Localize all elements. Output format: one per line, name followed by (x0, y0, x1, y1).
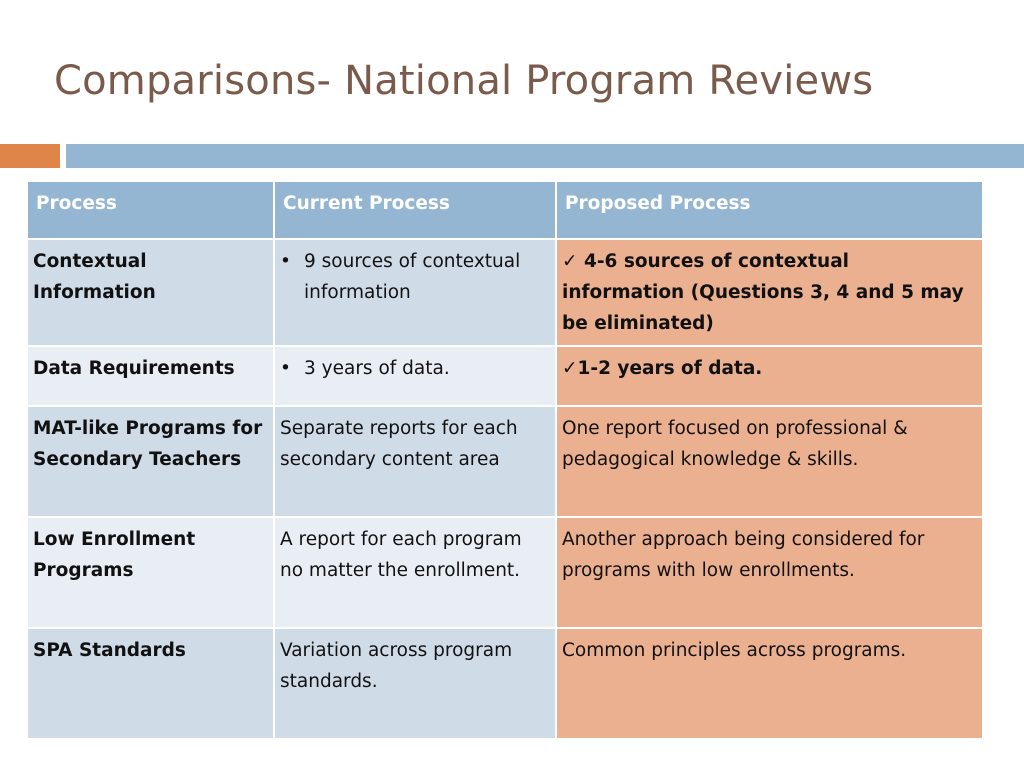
accent-bar-blue (66, 144, 1024, 168)
cell-proposed: One report focused on professional & pedagogical knowledge & skills. (556, 406, 983, 517)
header-current-process: Current Process (274, 181, 556, 239)
bullet-icon: • (280, 251, 291, 272)
cell-current-text: 9 sources of contextual information (304, 251, 521, 303)
cell-proposed (556, 239, 983, 346)
cell-current: Variation across program standards. (274, 628, 556, 739)
checkmark-icon: ✓ (562, 251, 578, 272)
checkmark-icon: ✓ (562, 358, 578, 379)
table-row (27, 517, 983, 628)
cell-process: Contextual Information (27, 239, 274, 346)
cell-process: MAT-like Programs for Secondary Teachers (27, 406, 274, 517)
cell-current (274, 239, 556, 346)
cell-process: SPA Standards (27, 628, 274, 739)
cell-current-text: 3 years of data. (304, 358, 450, 379)
cell-current: Separate reports for each secondary content area (274, 406, 556, 517)
cell-proposed-text: 1-2 years of data. (577, 358, 763, 379)
cell-proposed-text: 4-6 sources of contextual information (Questions 3, 4 and 5 may be eliminated) (562, 251, 964, 334)
cell-current: A report for each program no matter the enrollment. (274, 517, 556, 628)
table-row (27, 239, 983, 346)
header-proposed-process: Proposed Process (556, 181, 983, 239)
table-header-row (27, 181, 983, 239)
cell-process: Data Requirements (27, 346, 274, 406)
cell-process: Low Enrollment Programs (27, 517, 274, 628)
table-row (27, 406, 983, 517)
cell-proposed: Another approach being considered for programs with low enrollments. (556, 517, 983, 628)
accent-bar-orange (0, 144, 60, 168)
cell-proposed: Common principles across programs. (556, 628, 983, 739)
comparison-table (26, 180, 984, 740)
table-row (27, 346, 983, 406)
table-row (27, 628, 983, 739)
slide-title: Comparisons- National Program Reviews (54, 58, 874, 104)
bullet-icon: • (280, 358, 291, 379)
cell-current (274, 346, 556, 406)
header-process: Process (27, 181, 274, 239)
cell-proposed (556, 346, 983, 406)
